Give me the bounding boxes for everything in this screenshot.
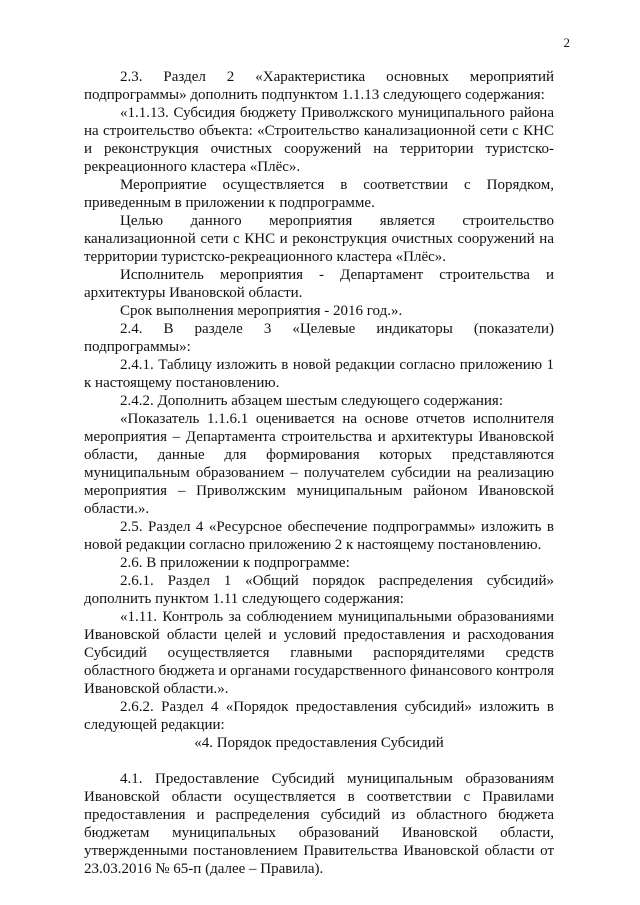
paragraph-indicator-1-1-6-1: «Показатель 1.1.6.1 оценивается на основе отчетов исполнителя мероприятия – Департамента строительства и архитектуры Ивановской области, данные для формирования которых представляются муниципальным образованием – получателем субсидии на реализацию мероприятия – Приволжским муниципальным районом Ивановской области.». (84, 411, 554, 517)
paragraph-1-1-13: «1.1.13. Субсидия бюджету Приволжского муниципального района на строительство объекта: «Строительство канализационной сети с КНС и реконструкция очистных сооружений на территории туристско-рекреационного кластера «Плёс». (84, 105, 554, 175)
paragraph-deadline: Срок выполнения мероприятия - 2016 год.». (120, 303, 403, 319)
paragraph-2-4-2: 2.4.2. Дополнить абзацем шестым следующего содержания: (120, 393, 503, 409)
page-number: 2 (563, 35, 570, 50)
paragraph-event-procedure: Мероприятие осуществляется в соответствии с Порядком, приведенным в приложении к подпрограмме. (84, 177, 554, 211)
section-heading: «4. Порядок предоставления Субсидий (194, 735, 444, 751)
paragraph-1-11: «1.11. Контроль за соблюдением муниципальными образованиями Ивановской области целей и условий предоставления и расходования Субсидий осуществляется главными распорядителями средств областного бюджета и органами государственного финансового контроля Ивановской области.». (84, 609, 554, 697)
paragraph-2-6-2: 2.6.2. Раздел 4 «Порядок предоставления субсидий» изложить в следующей редакции: (84, 699, 554, 733)
paragraph-2-6-1: 2.6.1. Раздел 1 «Общий порядок распределения субсидий» дополнить пунктом 1.11 следующего содержания: (84, 573, 554, 607)
paragraph-event-goal: Целью данного мероприятия является строительство канализационной сети с КНС и реконструкция очистных сооружений на территории туристско-рекреационного кластера «Плёс». (84, 213, 554, 265)
paragraph-4-1: 4.1. Предоставление Субсидий муниципальным образованиям Ивановской области осуществляется в соответствии с Правилами предоставления и распределения субсидий из областного бюджета бюджетам муниципальных образований Ивановской области, утвержденными постановлением Правительства Ивановской области от 23.03.2016 № 65-п (далее – Правила). (84, 771, 554, 877)
paragraph-2-4-1: 2.4.1. Таблицу изложить в новой редакции согласно приложению 1 к настоящему постановлению. (84, 357, 554, 391)
paragraph-2-6: 2.6. В приложении к подпрограмме: (120, 555, 350, 571)
paragraph-2-4: 2.4. В разделе 3 «Целевые индикаторы (показатели) подпрограммы»: (84, 321, 554, 355)
paragraph-2-5: 2.5. Раздел 4 «Ресурсное обеспечение подпрограммы» изложить в новой редакции согласно приложению 2 к настоящему постановлению. (84, 519, 554, 553)
paragraph-executor: Исполнитель мероприятия - Департамент строительства и архитектуры Ивановской области. (84, 267, 554, 301)
document-body (84, 68, 554, 878)
paragraph-2-3: 2.3. Раздел 2 «Характеристика основных мероприятий подпрограммы» дополнить подпунктом 1.1.13 следующего содержания: (84, 69, 554, 103)
